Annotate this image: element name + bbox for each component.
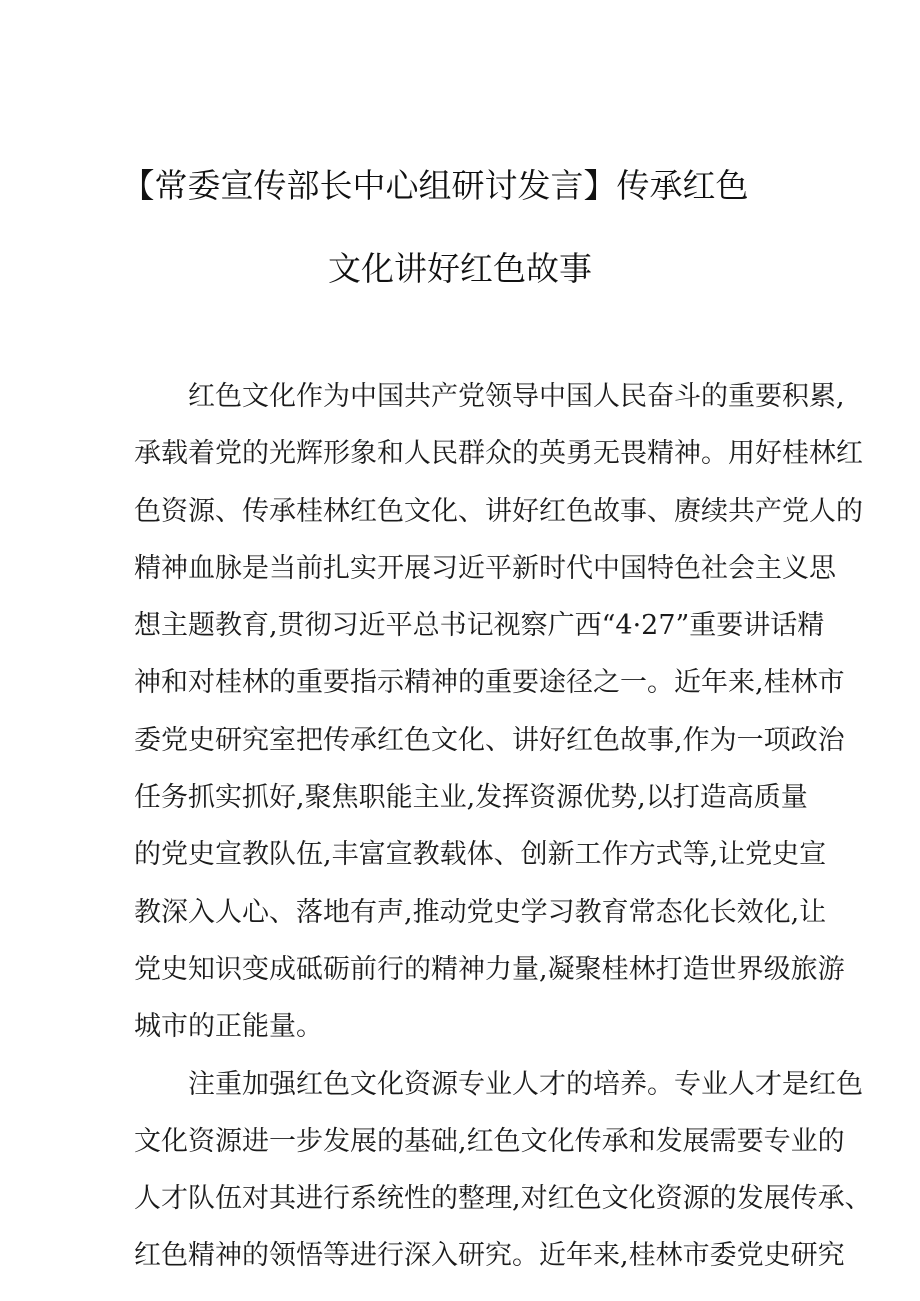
paragraph-2: [134, 1056, 872, 1285]
paragraph-line: 党史知识变成砥砺前行的精神力量,凝聚桂林打造世界级旅游: [134, 953, 845, 985]
paragraph-line: 红色精神的领悟等进行深入研究。近年来,桂林市委党史研究: [134, 1240, 845, 1272]
paragraph-line: 注重加强红色文化资源专业人才的培养。专业人才是红色: [188, 1068, 863, 1100]
paragraph-line: 神和对桂林的重要指示精神的重要途径之一。近年来,桂林市: [134, 667, 845, 699]
paragraph-line: 城市的正能量。: [134, 1011, 323, 1043]
document-title-line-2: 文化讲好红色故事: [328, 249, 592, 288]
paragraph-line: 委党史研究室把传承红色文化、讲好红色故事,作为一项政治: [134, 724, 845, 756]
paragraph-1: [134, 368, 863, 1056]
paragraph-line: 想主题教育,贯彻习近平总书记视察广西“4·27”重要讲话精: [134, 610, 825, 642]
paragraph-line: 精神血脉是当前扎实开展习近平新时代中国特色社会主义思: [134, 552, 836, 584]
paragraph-line: 文化资源进一步发展的基础,红色文化传承和发展需要专业的: [134, 1125, 845, 1157]
paragraph-line: 的党史宣教队伍,丰富宣教载体、创新工作方式等,让党史宣: [134, 839, 827, 871]
paragraph-line: 红色文化作为中国共产党领导中国人民奋斗的重要积累,: [188, 381, 845, 412]
document-body: [134, 368, 872, 1285]
document-title-line-1: 【常委宣传部长中心组研讨发言】传承红色: [121, 166, 749, 205]
paragraph-line: 人才队伍对其进行系统性的整理,对红色文化资源的发展传承、: [134, 1183, 872, 1215]
paragraph-line: 承载着党的光辉形象和人民群众的英勇无畏精神。用好桂林红: [134, 438, 863, 470]
paragraph-line: 教深入人心、落地有声,推动党史学习教育常态化长效化,让: [134, 896, 827, 928]
paragraph-line: 色资源、传承桂林红色文化、讲好红色故事、赓续共产党人的: [134, 495, 863, 527]
paragraph-line: 任务抓实抓好,聚焦职能主业,发挥资源优势,以打造高质量: [134, 782, 808, 814]
